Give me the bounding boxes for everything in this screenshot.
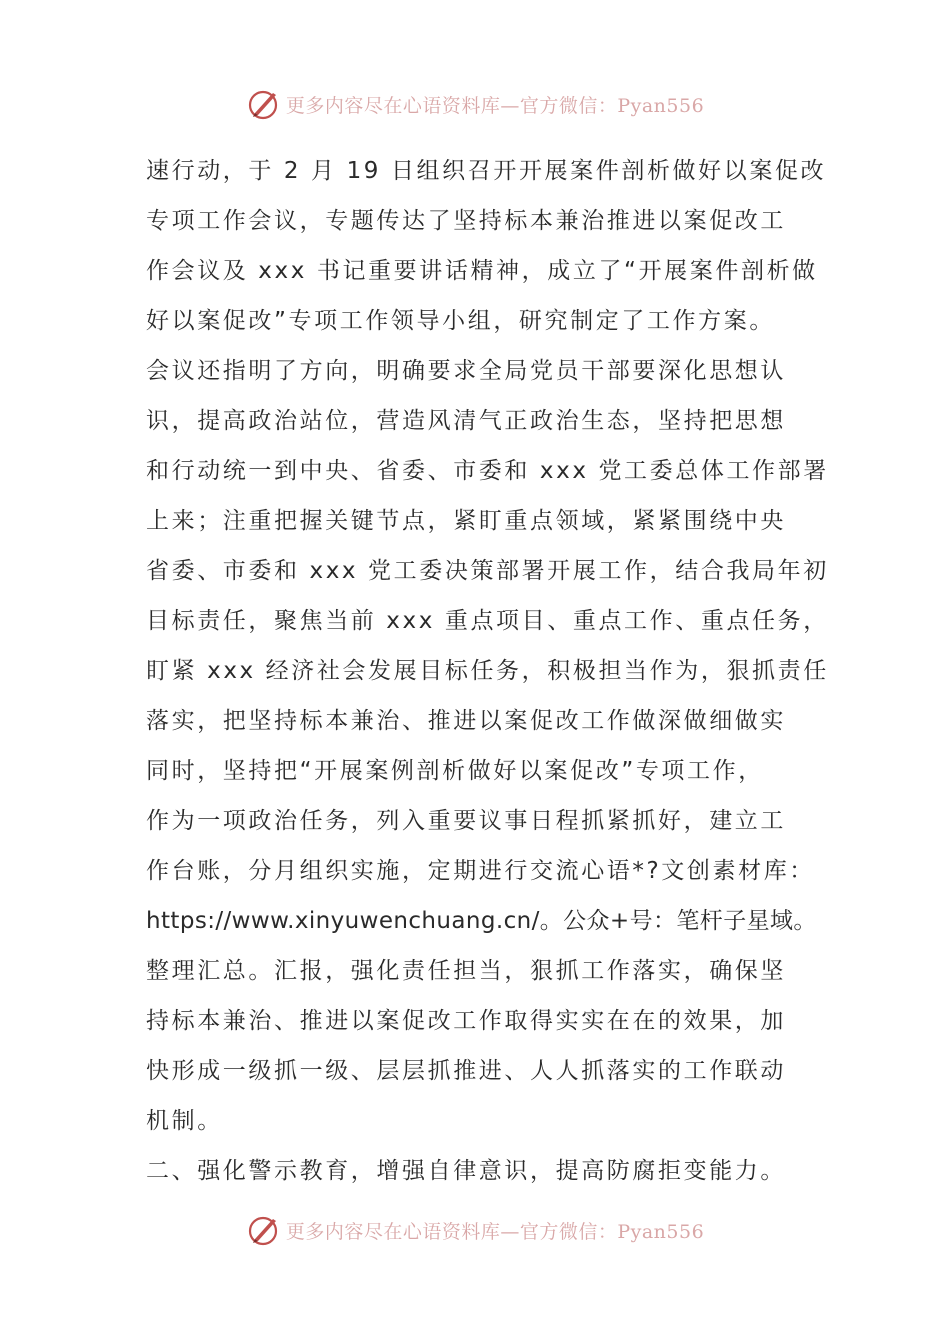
text-line: 机制。 — [146, 1108, 223, 1134]
text-line: 作为一项政治任务，列入重要议事日程抓紧抓好，建立工 — [146, 808, 786, 834]
text-line: 作会议及 xxx 书记重要讲话精神，成立了“开展案件剖析做 — [146, 258, 818, 284]
text-line: 识，提高政治站位，营造风清气正政治生态，坚持把思想 — [146, 408, 786, 434]
pen-circle-logo-icon — [246, 1212, 282, 1248]
text-line: 好以案促改”专项工作领导小组，研究制定了工作方案。 — [146, 308, 775, 334]
pen-circle-logo-icon — [246, 86, 282, 122]
text-line: 专项工作会议，专题传达了坚持标本兼治推进以案促改工 — [146, 208, 786, 234]
text-line: 和行动统一到中央、省委、市委和 xxx 党工委总体工作部署 — [146, 458, 829, 484]
text-line: 快形成一级抓一级、层层抓推进、人人抓落实的工作联动 — [146, 1058, 786, 1084]
header-banner-text: 更多内容尽在心语资料库—官方微信：Pyan556 — [285, 94, 705, 117]
footer-banner-text: 更多内容尽在心语资料库—官方微信：Pyan556 — [285, 1220, 705, 1243]
text-line: 作台账，分月组织实施，定期进行交流心语*?文创素材库： — [146, 858, 815, 884]
text-line: 盯紧 xxx 经济社会发展目标任务，积极担当作为，狠抓责任 — [146, 658, 829, 684]
text-line-url: https://www.xinyuwenchuang.cn/。公众+号：笔杆子星域。 — [146, 908, 817, 934]
text-line: 省委、市委和 xxx 党工委决策部署开展工作，结合我局年初 — [146, 558, 829, 584]
text-line: 同时，坚持把“开展案例剖析做好以案促改”专项工作， — [146, 758, 764, 784]
text-line: 会议还指明了方向，明确要求全局党员干部要深化思想认 — [146, 358, 786, 384]
text-line: 目标责任，聚焦当前 xxx 重点项目、重点工作、重点任务， — [146, 608, 829, 634]
text-line: 整理汇总。汇报，强化责任担当，狠抓工作落实，确保坚 — [146, 958, 786, 984]
document-body — [146, 146, 829, 1196]
section-heading: 二、强化警示教育，增强自律意识，提高防腐拒变能力。 — [146, 1158, 786, 1184]
text-line: 上来；注重把握关键节点，紧盯重点领域，紧紧围绕中央 — [146, 508, 786, 534]
text-line: 落实，把坚持标本兼治、推进以案促改工作做深做细做实 — [146, 708, 786, 734]
header-banner — [0, 84, 950, 124]
text-line: 持标本兼治、推进以案促改工作取得实实在在的效果，加 — [146, 1008, 786, 1034]
text-line: 速行动，于 2 月 19 日组织召开开展案件剖析做好以案促改 — [146, 158, 827, 184]
footer-banner — [0, 1210, 950, 1250]
